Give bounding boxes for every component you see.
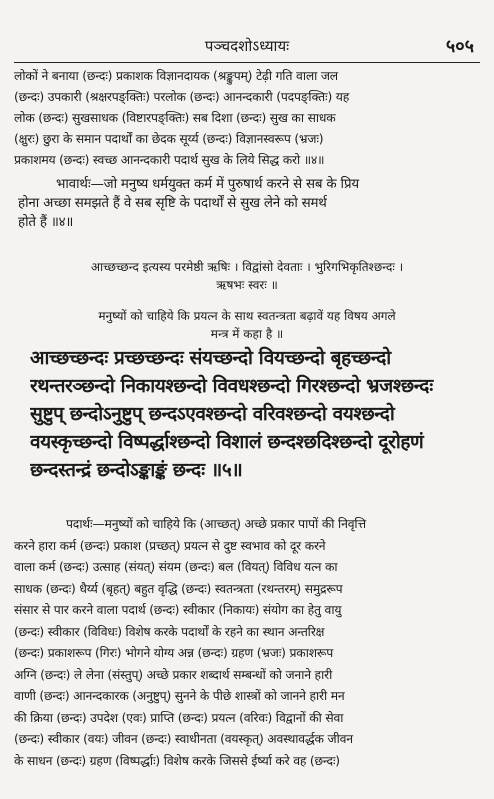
sanskrit-mantra — [30, 344, 485, 484]
header-rule — [14, 62, 480, 63]
text-line: वाला कर्म (छन्दः) उत्साह (संयत्) संयम (छन्दः) बल (वियत्) विविध यत्न का — [14, 560, 338, 574]
text-line: की क्रिया (छन्दः) उपदेश (एवः) प्राप्ति (छन्दः) प्रयत्न (वरिवः) विद्वानों की सेवा — [14, 710, 344, 725]
verse-line: छन्दस्तन्द्रं छन्दोऽङ्काङ्कं छन्दः ॥५॥ — [30, 459, 243, 481]
text-line: भावार्थः—जो मनुष्य धर्मयुक्त कर्म में पुरुषार्थ करने से सब के प्रिय — [56, 177, 359, 192]
padartha-paragraph — [14, 514, 480, 772]
text-line: साधक (छन्दः) धैर्य्य (बृहत्) बहुत वृद्धि (छन्दः) स्वतन्त्रता (रथन्तरम्) समुद्ररूप — [14, 581, 343, 596]
text-line: पदार्थः—मनुष्यों को चाहिये कि (आच्छत्) अच्छे प्रकार पापों की निवृत्ति — [66, 517, 366, 531]
meaning-paragraph-continued — [14, 66, 480, 171]
text-line: होते हैं ॥४॥ — [18, 215, 74, 230]
text-line: (छन्दः) उपकारी (श्रक्षरपङ्क्तिः) परलोक (छन्दः) आनन्दकारी (पदपङ्क्तिः) यह — [14, 90, 350, 104]
text-line: संसार से पार करने वाला पदार्थ (छन्दः) स्वीकार (निकायः) संयोग का हेतु वायु — [14, 603, 342, 617]
text-line: लोकों ने बनाया (छन्दः) प्रकाशक विज्ञानदायक (श्रङ्कुपम्) टेढ़ी गति वाला जल — [14, 69, 338, 83]
chapter-title: पञ्चदशोऽध्यायः — [204, 37, 290, 55]
text-line: (छन्दः) प्रकाशरूप (गिरः) भोगने योग्य अन्न (छन्दः) ग्रहण (भ्रजः) प्रकाशरूप — [14, 646, 333, 660]
page-header — [0, 30, 494, 60]
bhavartha-paragraph — [18, 175, 480, 232]
text-line: होना अच्छा समझते हैं वे सब सृष्टि के पदार्थों से सुख लेने को समर्थ — [18, 196, 327, 211]
rishi-devata-line: आच्छच्छन्द इत्यस्य परमेष्ठी ऋषिः । विद्वांसो देवताः । भुरिगभिकृतिश्छन्दः । — [90, 260, 404, 274]
text-line: (क्षुरः) छुरा के समान पदार्थों का छेदक सूर्य्य (छन्दः) विज्ञानस्वरूप (भ्रजः) — [14, 132, 324, 146]
verse-line: आच्छच्छन्दः प्रच्छच्छन्दः संयच्छन्दो वियच्छन्दो बृहच्छन्दो — [30, 347, 391, 369]
page-number: ५०५ — [445, 36, 474, 57]
verse-line: सुष्टुप् छन्दोऽनुष्टुप् छन्दऽएवश्छन्दो वरिवश्छन्दो वयश्छन्दो — [30, 403, 395, 425]
text-line: (छन्दः) स्वीकार (विविधः) विशेष करके पदार्थों के रहने का स्थान अन्तरिक्ष — [14, 624, 325, 639]
text-line: करने हारा कर्म (छन्दः) प्रकाश (प्रच्छत्) प्रयत्न से दुष्ट स्वभाव को दूर करने — [14, 538, 326, 553]
text-line: वाणी (छन्दः) आनन्दकारक (अनुष्टुप्) सुनने के पीछे शास्त्रों को जानने हारी मन — [14, 689, 345, 703]
text-line: अग्नि (छन्दः) ले लेना (संस्तुप्) अच्छे प्रकार शब्दार्थ सम्बन्धों को जनाने हारी — [14, 667, 333, 682]
mantra-intro: मनुष्यों को चाहिये कि प्रयत्न के साथ स्वतन्त्रता बढ़ावें यह विषय अगले — [98, 309, 396, 323]
text-line: के साधन (छन्दः) ग्रहण (विष्पर्द्धाः) विशेष करके जिससे ईर्ष्या करे वह (छन्दः) — [14, 753, 340, 768]
text-line: प्रकाशमय (छन्दः) स्वच्छ आनन्दकारी पदार्थ सुख के लिये सिद्ध करो ॥४॥ — [14, 153, 325, 167]
svara-line: ऋषभः स्वरः ॥ — [216, 278, 278, 292]
text-line: (छन्दः) स्वीकार (वयः) जीवन (छन्दः) स्वाधीनता (वयस्कृत्) अवस्थावर्द्धक जीवन — [14, 732, 353, 746]
text-line: लोक (छन्दः) सुखसाधक (विष्टारपङ्क्तिः) सब दिशा (छन्दः) सुख का साधक — [14, 111, 336, 125]
verse-line: रथन्तरञ्छन्दो निकायश्छन्दो विवधश्छन्दो गिरश्छन्दो भ्रजश्छन्दः — [30, 375, 433, 397]
mantra-intro: मन्त्र में कहा है ॥ — [210, 327, 284, 341]
verse-line: वयस्कृच्छन्दो विष्पर्द्धाश्छन्दो विशालं छन्दश्छदिश्छन्दो दूरोहणं — [30, 431, 424, 453]
